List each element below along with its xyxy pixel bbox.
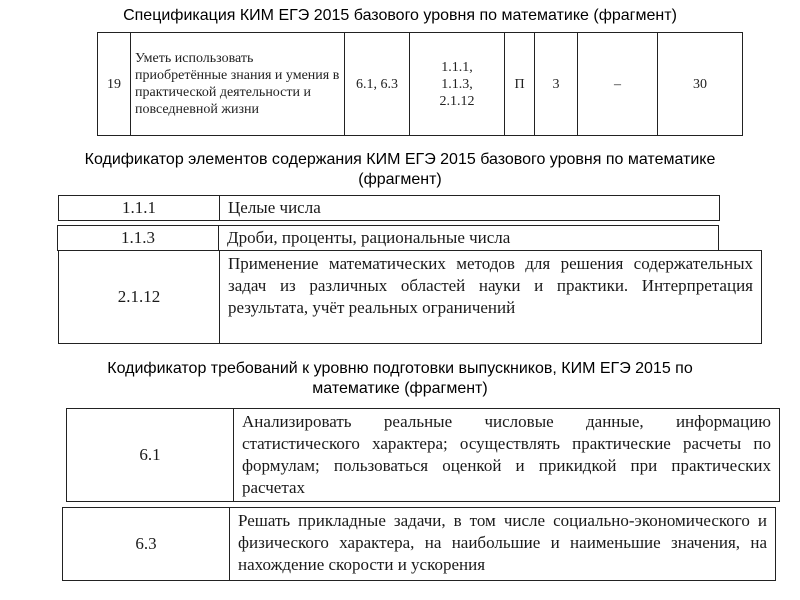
requirement-code: 6.3 [63,508,230,580]
dash-cell: – [578,33,658,136]
content-text: Целые числа [228,198,321,217]
content-code: 2.1.12 [439,93,475,109]
content-code: 2.1.12 [59,251,220,343]
content-codifier-heading-line2: (фрагмент) [358,171,442,188]
content-text: Применение математических методов для решения содержательных задач из различных областей науки и практики. Интерпретация результата, учёт реальных ограничений [228,254,753,317]
requirement-row [62,507,776,581]
requirement-code: 6.1 [67,409,234,501]
content-row [58,195,720,221]
content-codifier-heading [0,150,800,190]
content-code: 1.1.3 [58,226,219,250]
time-minutes: 30 [658,33,743,136]
requirements-codifier-heading [0,359,800,399]
requirements-codifier-heading-line2: математике (фрагмент) [312,380,488,397]
spec-table [97,32,743,136]
max-score: 3 [535,33,578,136]
requirement-codes: 6.1, 6.3 [345,33,410,136]
content-code: 1.1.3, [441,76,473,92]
content-row [58,250,762,344]
content-codes [410,33,505,136]
spec-row [98,33,743,136]
content-code: 1.1.1 [59,196,220,220]
requirement-text: Решать прикладные задачи, в том числе социально-экономического и физического характера, на наибольшие и наименьшие значения, на нахождение скорости и ускорения [238,511,767,574]
content-text: Дроби, проценты, рациональные числа [227,228,511,247]
requirement-text: Анализировать реальные числовые данные, информацию статистического характера; осуществлять практические расчеты по формулам; пользоваться оценкой и прикидкой при практических расчетах [242,412,771,497]
content-code: 1.1.1, [441,59,473,75]
task-number: 19 [98,33,131,136]
requirements-codifier-heading-line1: Кодификатор требований к уровню подготовки выпускников, КИМ ЕГЭ 2015 по [107,360,693,377]
requirement-row [66,408,780,502]
spec-heading: Спецификация КИМ ЕГЭ 2015 базового уровня по математике (фрагмент) [123,7,677,24]
content-codifier-heading-line1: Кодификатор элементов содержания КИМ ЕГЭ 2015 базового уровня по математике [84,151,716,168]
skill-description: Уметь использовать приобретённые знания и умения в практической деятельности и повседневной жизни [131,33,345,136]
difficulty-level: П [505,33,535,136]
content-row [57,225,719,251]
